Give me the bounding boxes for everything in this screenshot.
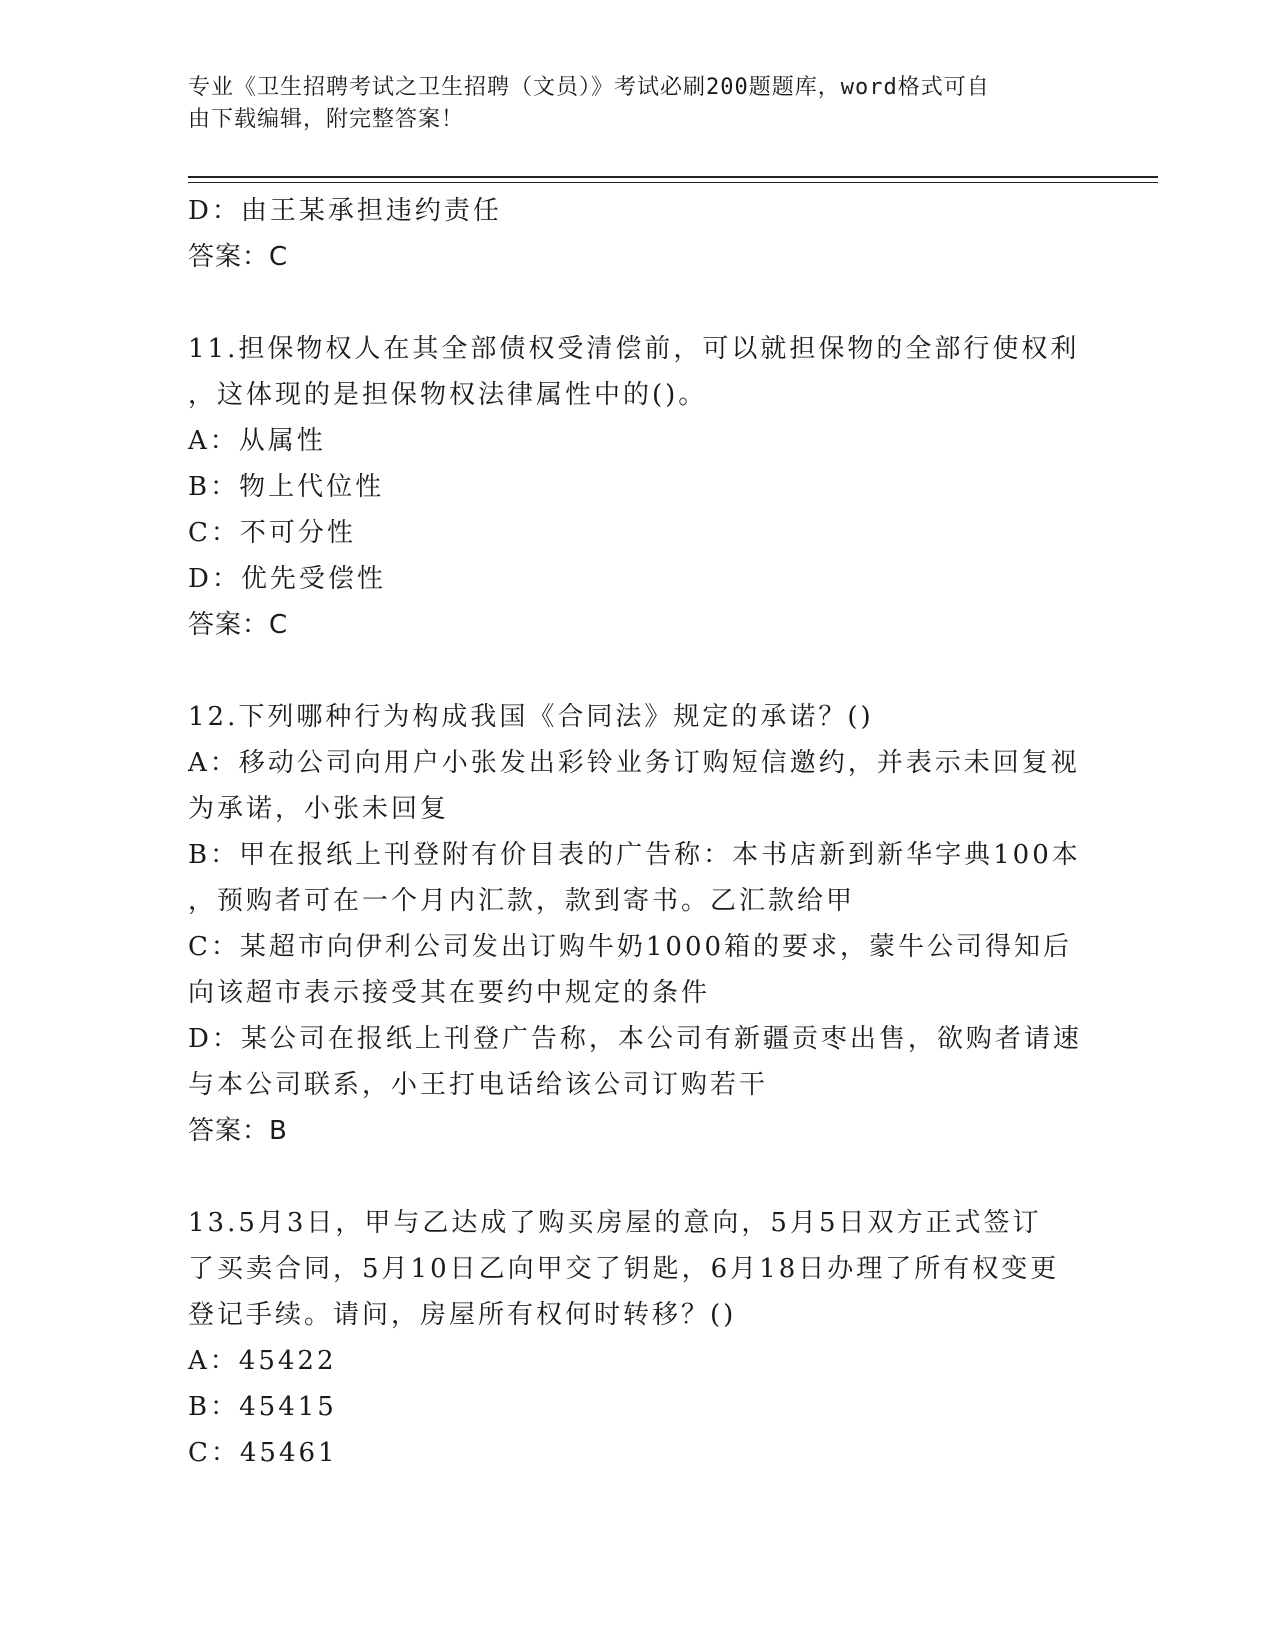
spacer	[188, 280, 1088, 326]
q12-option-d-line-2: 与本公司联系，小王打电话给该公司订购若干	[188, 1070, 769, 1100]
q12-option-b-line-1: B：甲在报纸上刊登附有价目表的广告称：本书店新到新华字典100本	[188, 840, 1081, 870]
q12-option-b-line-2: ，预购者可在一个月内汇款，款到寄书。乙汇款给甲	[188, 886, 856, 916]
q12-option-d-line-1: D：某公司在报纸上刊登广告称，本公司有新疆贡枣出售，欲购者请速	[188, 1024, 1082, 1054]
header-divider-thick	[188, 176, 1158, 178]
q11-stem-line-2: ，这体现的是担保物权法律属性中的()。	[188, 380, 708, 410]
spacer	[188, 1154, 1088, 1200]
question-10-tail	[188, 188, 1088, 280]
q12-option-a-line-2: 为承诺，小张未回复	[188, 794, 450, 824]
q10-option-d: D：由王某承担违约责任	[188, 196, 502, 226]
q13-stem-line-1: 13.5月3日，甲与乙达成了购买房屋的意向，5月5日双方正式签订	[188, 1208, 1042, 1238]
q13-stem-line-3: 登记手续。请问，房屋所有权何时转移？()	[188, 1300, 737, 1330]
document-header	[188, 72, 1068, 136]
q12-option-a-line-1: A：移动公司向用户小张发出彩铃业务订购短信邀约，并表示未回复视	[188, 748, 1080, 778]
q10-answer: 答案：C	[188, 242, 289, 272]
spacer	[188, 648, 1088, 694]
q13-option-b: B：45415	[188, 1392, 337, 1422]
question-12	[188, 694, 1088, 1154]
q12-option-c-line-2: 向该超市表示接受其在要约中规定的条件	[188, 978, 711, 1008]
q13-option-c: C：45461	[188, 1438, 338, 1468]
q11-stem-line-1: 11.担保物权人在其全部债权受清偿前，可以就担保物的全部行使权利	[188, 334, 1080, 364]
header-line-2: 由下载编辑，附完整答案！	[188, 107, 465, 132]
question-11	[188, 326, 1088, 648]
q11-option-c: C：不可分性	[188, 518, 356, 548]
header-line-1: 专业《卫生招聘考试之卫生招聘（文员）》考试必刷200题题库，word格式可自	[188, 75, 990, 100]
q12-option-c-line-1: C：某超市向伊利公司发出订购牛奶1000箱的要求，蒙牛公司得知后	[188, 932, 1073, 962]
q13-stem-line-2: 了买卖合同，5月10日乙向甲交了钥匙，6月18日办理了所有权变更	[188, 1254, 1060, 1284]
q12-answer: 答案：B	[188, 1116, 288, 1146]
question-13	[188, 1200, 1088, 1476]
q11-option-b: B：物上代位性	[188, 472, 385, 502]
header-divider-thin	[188, 182, 1158, 183]
q11-option-d: D：优先受偿性	[188, 564, 386, 594]
q13-option-a: A：45422	[188, 1346, 337, 1376]
q11-answer: 答案：C	[188, 610, 289, 640]
q11-option-a: A：从属性	[188, 426, 326, 456]
q12-stem-line-1: 12.下列哪种行为构成我国《合同法》规定的承诺？()	[188, 702, 874, 732]
document-body	[188, 188, 1088, 1476]
